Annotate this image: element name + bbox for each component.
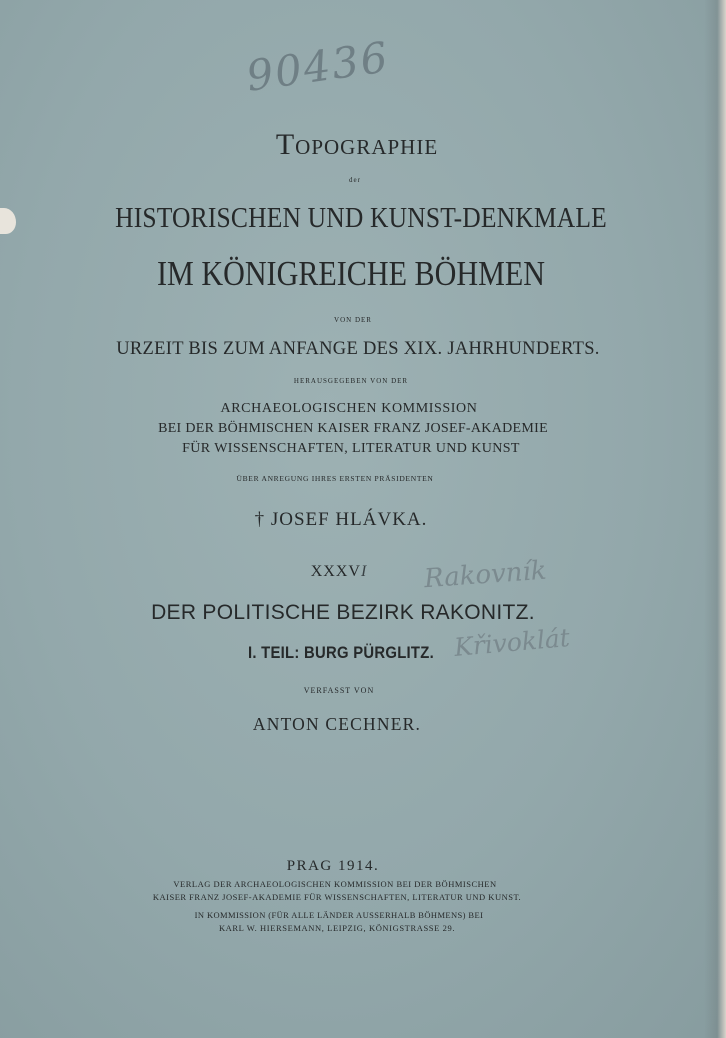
inventory-number-pencil: 90436	[243, 32, 393, 101]
patron-intro: ÜBER ANREGUNG IHRES ERSTEN PRÄSIDENTEN	[236, 474, 434, 483]
annotation-district-pencil: Rakovník	[423, 555, 548, 595]
publisher-intro: HERAUSGEGEBEN VON DER	[293, 377, 409, 385]
publisher-line1: ARCHAEOLOGISCHEN KOMMISSION	[220, 401, 478, 416]
volume-number-text: XXXV	[310, 563, 361, 580]
imprint-place-year: PRAG 1914.	[286, 858, 380, 874]
publisher-line2: BEI DER BÖHMISCHEN KAISER FRANZ JOSEF-AKADEMIE	[158, 421, 548, 436]
title-urzeit: URZEIT BIS ZUM ANFANGE DES XIX. JAHRHUNDERTS.	[116, 339, 600, 359]
title-von-der: VON DER	[334, 316, 372, 324]
imprint-line4: KARL W. HIERSEMANN, LEIPZIG, KÖNIGSTRASSE 29.	[218, 923, 456, 933]
patron-name: † JOSEF HLÁVKA.	[254, 509, 428, 530]
torn-edge	[0, 208, 16, 234]
volume-part: I. TEIL: BURG PÜRGLITZ.	[247, 644, 435, 662]
publisher-line3: FÜR WISSENSCHAFTEN, LITERATUR UND KUNST	[182, 441, 520, 456]
annotation-castle-pencil: Křivoklát	[452, 623, 571, 662]
volume-number-correction: I	[360, 563, 368, 580]
author-name: ANTON CECHNER.	[252, 714, 422, 734]
volume-number	[0, 563, 702, 581]
title-topographie: Topographie	[275, 128, 439, 161]
title-der: der	[349, 176, 361, 184]
imprint-line3: IN KOMMISSION (FÜR ALLE LÄNDER AUSSERHALB BÖHMENS) BEI	[194, 910, 484, 920]
title-koenigreiche: IM KÖNIGREICHE BÖHMEN	[157, 254, 545, 293]
volume-title: DER POLITISCHE BEZIRK RAKONITZ.	[151, 601, 535, 624]
author-intro: VERFASST VON	[303, 686, 375, 695]
imprint-line1: VERLAG DER ARCHAEOLOGISCHEN KOMMISSION BEI DER BÖHMISCHEN	[173, 879, 497, 889]
imprint-line2: KAISER FRANZ JOSEF-AKADEMIE FÜR WISSENSCHAFTEN, LITERATUR UND KUNST.	[152, 892, 522, 902]
title-historischen: HISTORISCHEN UND KUNST-DENKMALE	[115, 202, 607, 234]
